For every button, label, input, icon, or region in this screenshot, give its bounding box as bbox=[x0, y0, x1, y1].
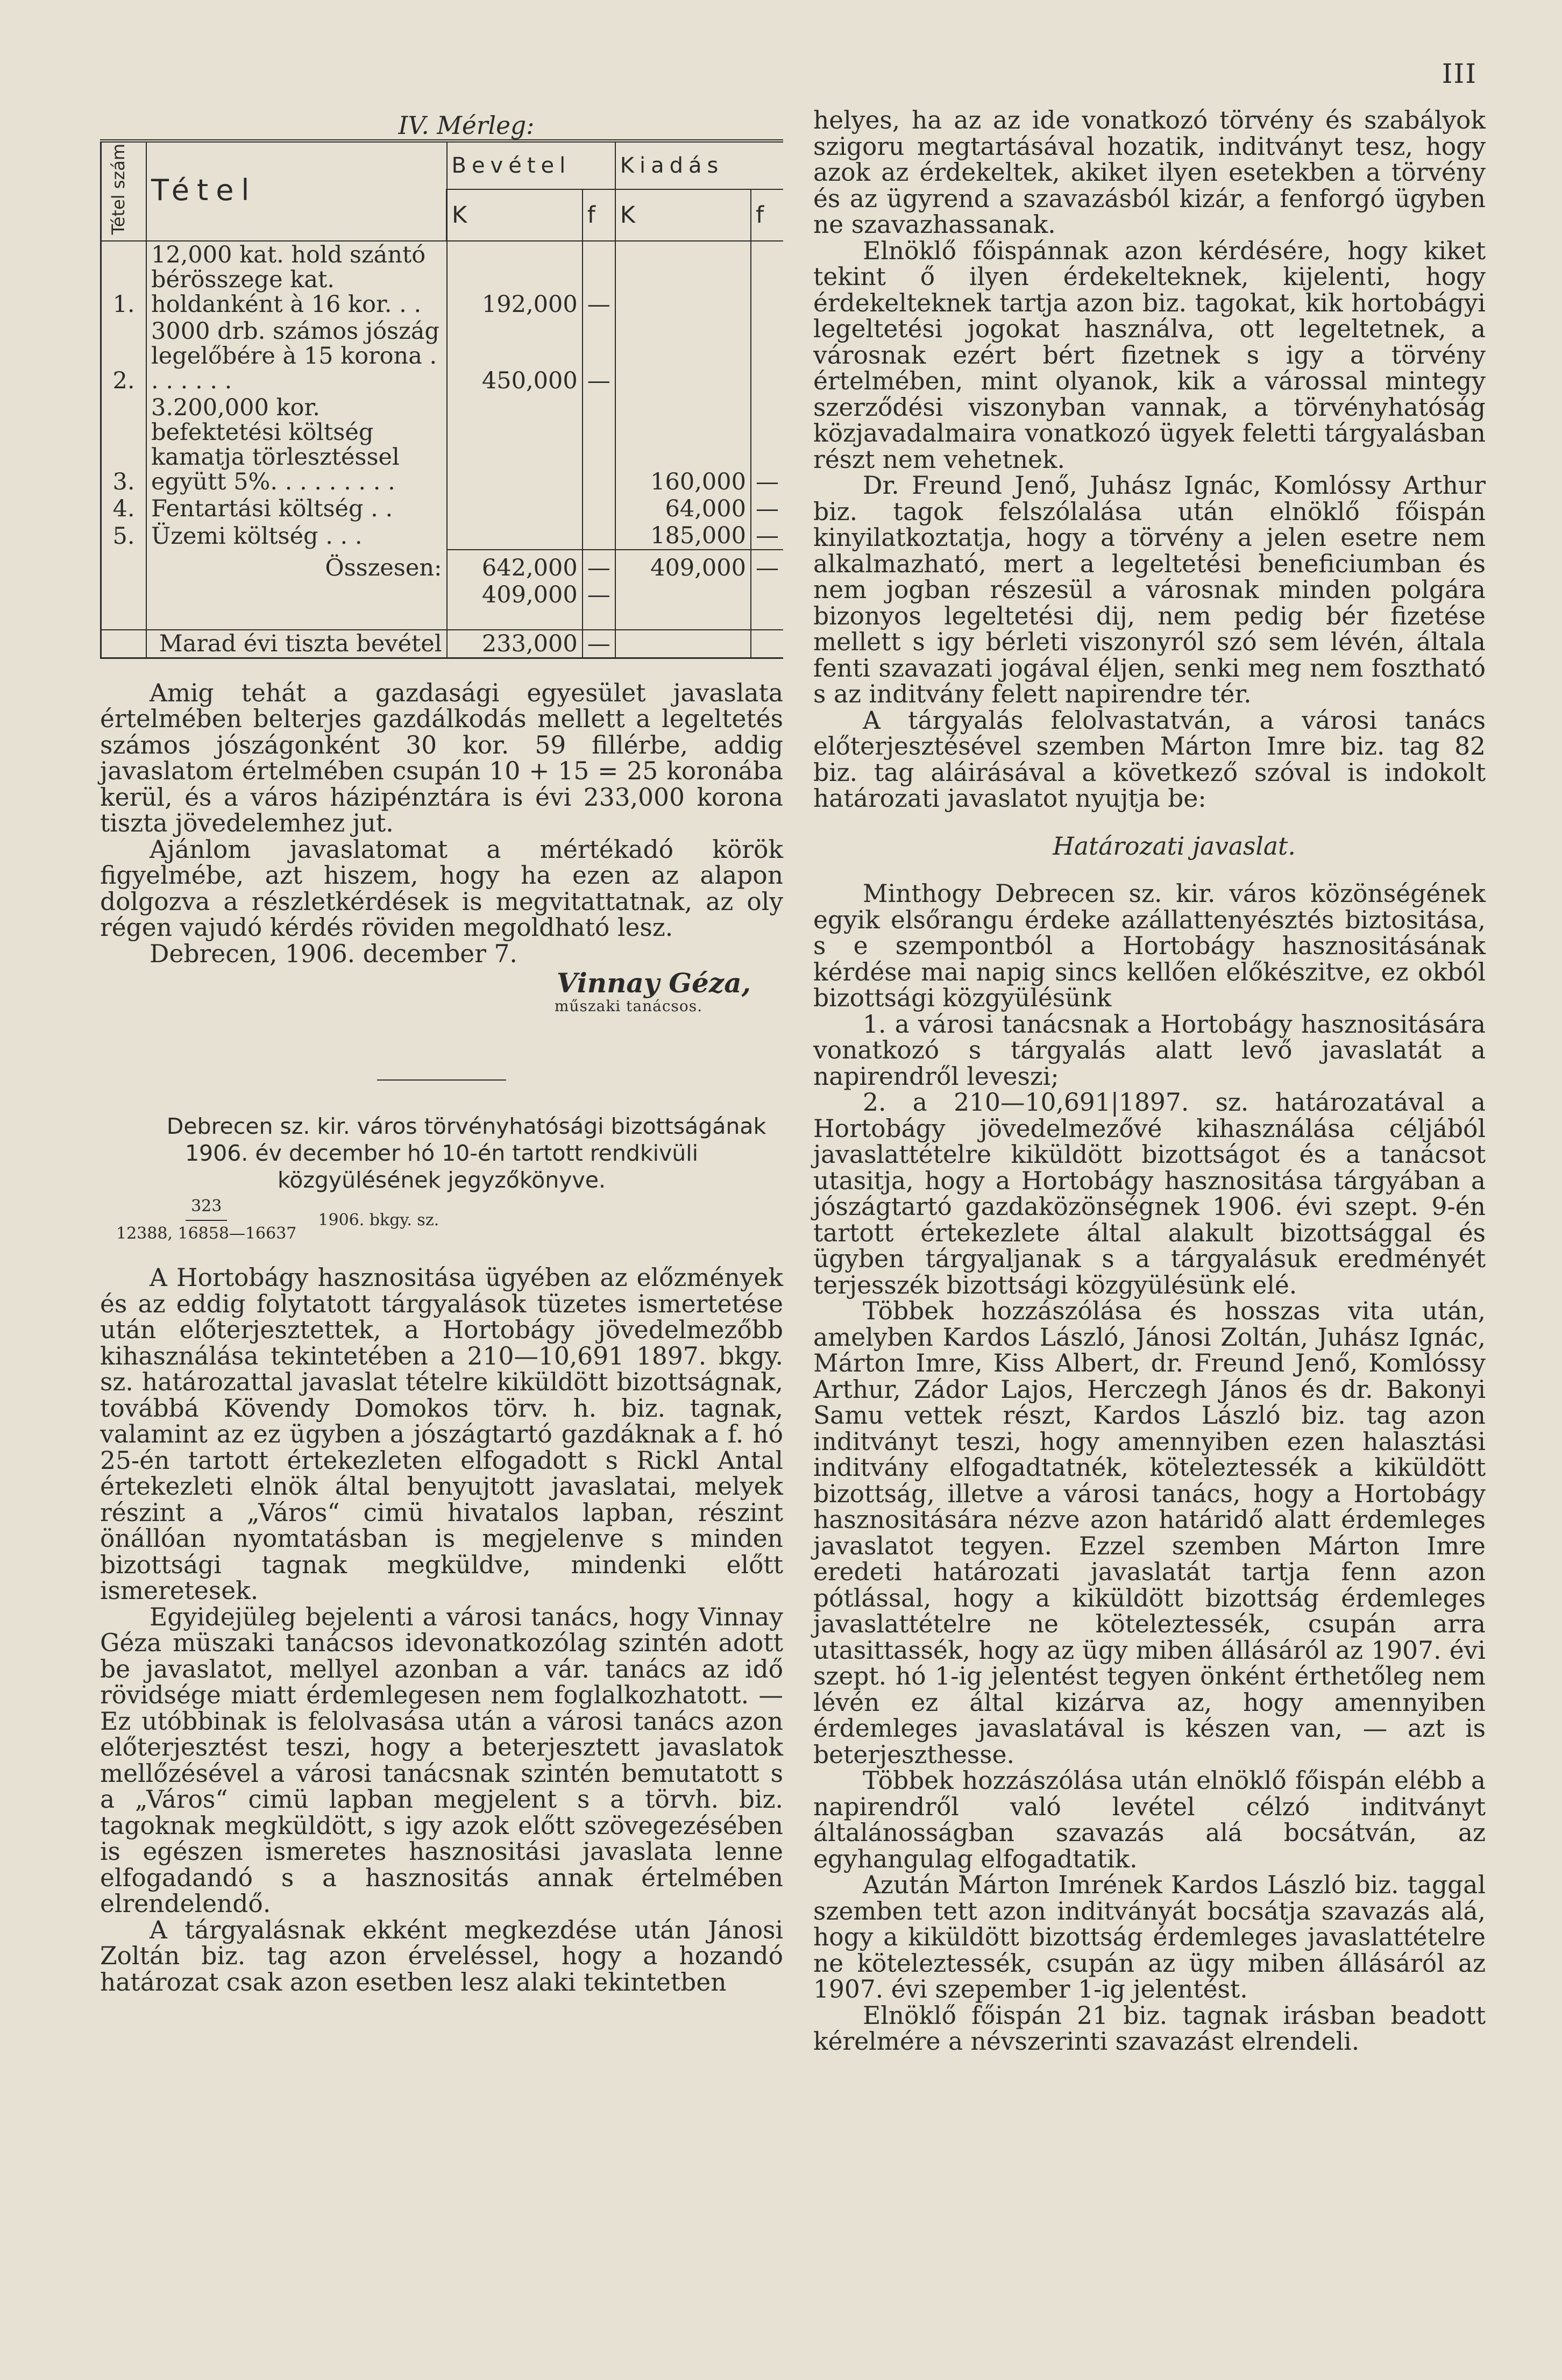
total-label: Összesen: bbox=[146, 550, 447, 581]
signature-role: műszaki tanácsos. bbox=[554, 997, 702, 1015]
date-line: Debrecen, 1906. december 7. bbox=[150, 939, 517, 968]
docref-refs: 12388, 16858—16637 bbox=[116, 1224, 297, 1243]
table-row: 2. 3000 drb. számos jószág legelőbére à 15 korona . . . . . . . 450,000 — bbox=[101, 318, 784, 394]
left-column bbox=[100, 113, 783, 1995]
paragraph: Többek hozzászólása és hosszas vita után, amelyben Kardos László, Jánosi Zoltán, Juhász Ignác, Márton Imre, Kiss Albert, dr. Freund Jenő, Komlóssy Arthur, Zádor Lajos, Herczegh János és dr. Bakonyi Samu vettek részt, Kardos László biz. tag azon inditványt teszi, hogy amennyiben ezen halasztási inditvány elfogadtatnék, köteleztessék a kiküldött bizottság, illetve a városi tanács, hogy a Hortobágy hasznositására nézve azon határidő alatt érdemleges javaslatot tegyen. Ezzel szemben Márton Imre eredeti határozati javaslatát tartja fenn azon pótlással, hogy a kiküldött bizottság érdemleges javaslattételre ne köteleztessék, csupán arra utasittassék, hogy az ügy miben állásáról az 1907. évi szept. hó 1-ig jelentést tegyen önként érthetőleg nem lévén ez által kizárva az, hogy amennyiben érdemleges javaslatával is készen van, — azt is beterjeszthesse. bbox=[813, 1297, 1486, 1769]
item-no-header: Tétel szám bbox=[101, 141, 147, 241]
item-header: Tétel bbox=[146, 141, 447, 241]
table-row: 5. Üzemi költség . . . 185,000 — bbox=[101, 522, 784, 550]
docref-suffix: 1906. bkgy. sz. bbox=[318, 1210, 439, 1230]
paragraph: Elnöklő főispán 21 biz. tagnak irásban beadott kérelmére a névszerinti szavazást elrendeli. bbox=[813, 2001, 1486, 2056]
docref-number: 323 bbox=[186, 1193, 227, 1221]
total-row: Összesen: 642,000 — 409,000 — bbox=[101, 550, 784, 581]
separator bbox=[377, 1079, 506, 1081]
signature-name: Vinnay Géza, bbox=[556, 967, 751, 999]
paragraph: A tárgyalás felolvastatván, a városi tanács előterjesztésével szemben Márton Imre biz. tag 82 biz. tag aláirásával a következő szóval is indokolt határozati javaslatot nyujtja be: bbox=[813, 706, 1486, 813]
table-row: 1. 12,000 kat. hold szántó bérösszege kat. holdanként à 16 kor. . . 192,000 — bbox=[101, 241, 784, 318]
document-reference bbox=[100, 1193, 783, 1247]
subtract-value: 409,000 bbox=[447, 581, 583, 608]
expense-f-header: f bbox=[751, 189, 783, 241]
paragraph: helyes, ha az az ide vonatkozó törvény és szabályok szigoru megtartásával hozatik, inditványt tesz, hogy azok az érdekeltek, akiket ilyen esetekben a törvény és az ügyrend a szavazásból kizár, a fenforgó ügyben ne szavazhassanak. bbox=[813, 106, 1486, 239]
income-header: Bevétel bbox=[447, 141, 615, 189]
paragraph: Azután Márton Imrének Kardos László biz. taggal szemben tett azon inditványát bocsátja szavazás alá, hogy a kiküldött bizottság érdemleges javaslattételre ne köteleztessék, csupán az ügy miben állásáról az 1907. évi szepember 1-ig jelentést. bbox=[813, 1871, 1486, 2004]
paragraph: Elnöklő főispánnak azon kérdésére, hogy kiket tekint ő ilyen érdekelteknek, kijelenti, hogy érdekelteknek tartja azon biz. tagokat, kik hortobágyi legeltetési jogokat használva, ott legeltetnek, a városnak ezért bért fizetnek s igy a törvény értelmében, mint olyanok, kik a várossal mintegy szerződési viszonyban vannak, a törvényhatóság közjavadalmaira vonatkozó ügyek feletti tárgyalásban részt nem vehetnek. bbox=[813, 236, 1486, 474]
paragraph: Amig tehát a gazdasági egyesület javaslata értelmében belterjes gazdálkodás mellett a legeltetés számos jószágonként 30 kor. 59 fillérbe, addig javaslatom értelmében csupán 10 + 15 = 25 koronába kerül, és a város házipénztára is évi 233,000 korona tiszta jövedelemhez jut. bbox=[100, 678, 783, 838]
balance-heading: IV. Mérleg: bbox=[398, 111, 535, 140]
table-row: 4. Fentartási költség . . 64,000 — bbox=[101, 495, 784, 522]
table-row: 3. 3.200,000 kor. befektetési költség kamatja törlesztéssel együtt 5%. . . . . . . . . 160,000 — bbox=[101, 394, 784, 495]
net-label: Marad évi tiszta bevétel bbox=[146, 630, 447, 658]
paragraph: Dr. Freund Jenő, Juhász Ignác, Komlóssy Arthur biz. tagok felszólalása után elnöklő főispán kinyilatkoztatja, hogy a törvény a jelen esetre nem alkalmazható, mert a legeltetési beneficiumban és nem jogban részesül a városnak minden polgára bizonyos legeltetési dij, nem pedig bér fizetése mellett s igy bérleti viszonyról szó sem lévén, általa fenti szavazati jogával éljen, senki meg nem fosztható s az inditvány felett napirendre tér. bbox=[813, 471, 1486, 708]
expense-header: Kiadás bbox=[615, 141, 783, 189]
total-expense: 409,000 bbox=[615, 550, 751, 581]
paragraph: 2. a 210—10,691|1897. sz. határozatával a Hortobágy jövedelmezővé kihasználása céljából javaslattételre kiküldött bizottságot és a tanácsot utasitja, hogy a Hortobágy hasznositása tárgyában a jószágtartó gazdaközönségnek 1906. évi szept. 9-én tartott értekezlete által alakult bizottsággal és ügyben tárgyaljanak s a tárgyalásuk eredményét terjesszék bizottsági közgyülésünk elé. bbox=[813, 1088, 1486, 1299]
net-income: 233,000 bbox=[447, 630, 583, 658]
expense-k-header: K bbox=[615, 189, 751, 241]
net-row: Marad évi tiszta bevétel 233,000 — bbox=[101, 630, 784, 658]
page-number: III bbox=[1442, 58, 1477, 89]
income-k-header: K bbox=[447, 189, 583, 241]
resolution-heading: Határozati javaslat. bbox=[1053, 832, 1296, 861]
minutes-title: Debrecen sz. kir. város törvényhatósági bizottságának 1906. év december hó 10-én tartott rendkivüli közgyülésének jegyzőkönyve. bbox=[166, 1113, 766, 1193]
subtract-row: 409,000 — bbox=[101, 581, 784, 608]
paragraph: 1. a városi tanácsnak a Hortobágy hasznositására vonatkozó s tárgyalás alatt levő javaslatát a napirendről leveszi; bbox=[813, 1010, 1486, 1091]
right-column bbox=[813, 108, 1486, 2055]
paragraph: Többek hozzászólása után elnöklő főispán elébb a napirendről való levétel célzó inditványt általánosságban szavazás alá bocsátván, az egyhangulag elfogadtatik. bbox=[813, 1766, 1486, 1873]
paragraph: A Hortobágy hasznositása ügyében az előzmények és az eddig folytatott tárgyalások tüzetes ismertetése után előterjesztettek, a Hortobágy jövedelmezőbb kihasználása tekintetében a 210—10,691 1897. bkgy. sz. határozattal javaslat tételre kiküldött bizottságnak, továbbá Kövendy Domokos törv. h. biz. tagnak, valamint az ez ügyben a jószágtartó gazdáknak a f. hó 25-én tartott értekezleten elfogadott s Rickl Antal értekezleti elnök által benyujtott javaslatai, melyek részint a „Város“ cimü hivatalos lapban, részint önállóan nyomtatásban is megjelenve s minden bizottsági tagnak megküldve, mindenki előtt ismeretesek. bbox=[100, 1263, 783, 1605]
income-f-header: f bbox=[583, 189, 615, 241]
paragraph: A tárgyalásnak ekként megkezdése után Jánosi Zoltán biz. tag azon érveléssel, hogy a hozandó határozat csak azon esetben lesz alaki tekintetben bbox=[100, 1915, 783, 1997]
paragraph: Ajánlom javaslatomat a mértékadó körök figyelmébe, azt hiszem, hogy ha ezen az alapon dolgozva a részletkérdések is megvitattatnak, az oly régen vajudó kérdés röviden megoldható lesz. bbox=[100, 835, 783, 942]
total-income: 642,000 bbox=[447, 550, 583, 581]
paragraph: Egyidejüleg bejelenti a városi tanács, hogy Vinnay Géza müszaki tanácsos idevonatkozólag szintén adott be javaslatot, mellyel azonban a vár. tanács az idő rövidsége miatt érdemlegesen nem foglalkozhatott. — Ez utóbbinak is felolvasása után a városi tanács azon előterjesztést teszi, hogy a beterjesztett javaslatok mellőzésével a városi tanácsnak szintén bemutatott s a „Város“ cimü lapban megjelent s a törvh. biz. tagoknak megküldött, s igy azok előtt szövegezésében is egészen ismeretes hasznositási javaslata lenne elfogadandó s a hasznositás annak értelmében elrendelendő. bbox=[100, 1602, 783, 1919]
paragraph: Minthogy Debrecen sz. kir. város közönségének egyik elsőrangu érdeke azállattenyésztés biztositása, s e szempontból a Hortobágy hasznositásának kérdése mai napig sincs kellően előkészitve, ez okból bizottsági közgyülésünk bbox=[813, 879, 1486, 1012]
balance-table bbox=[100, 139, 783, 659]
